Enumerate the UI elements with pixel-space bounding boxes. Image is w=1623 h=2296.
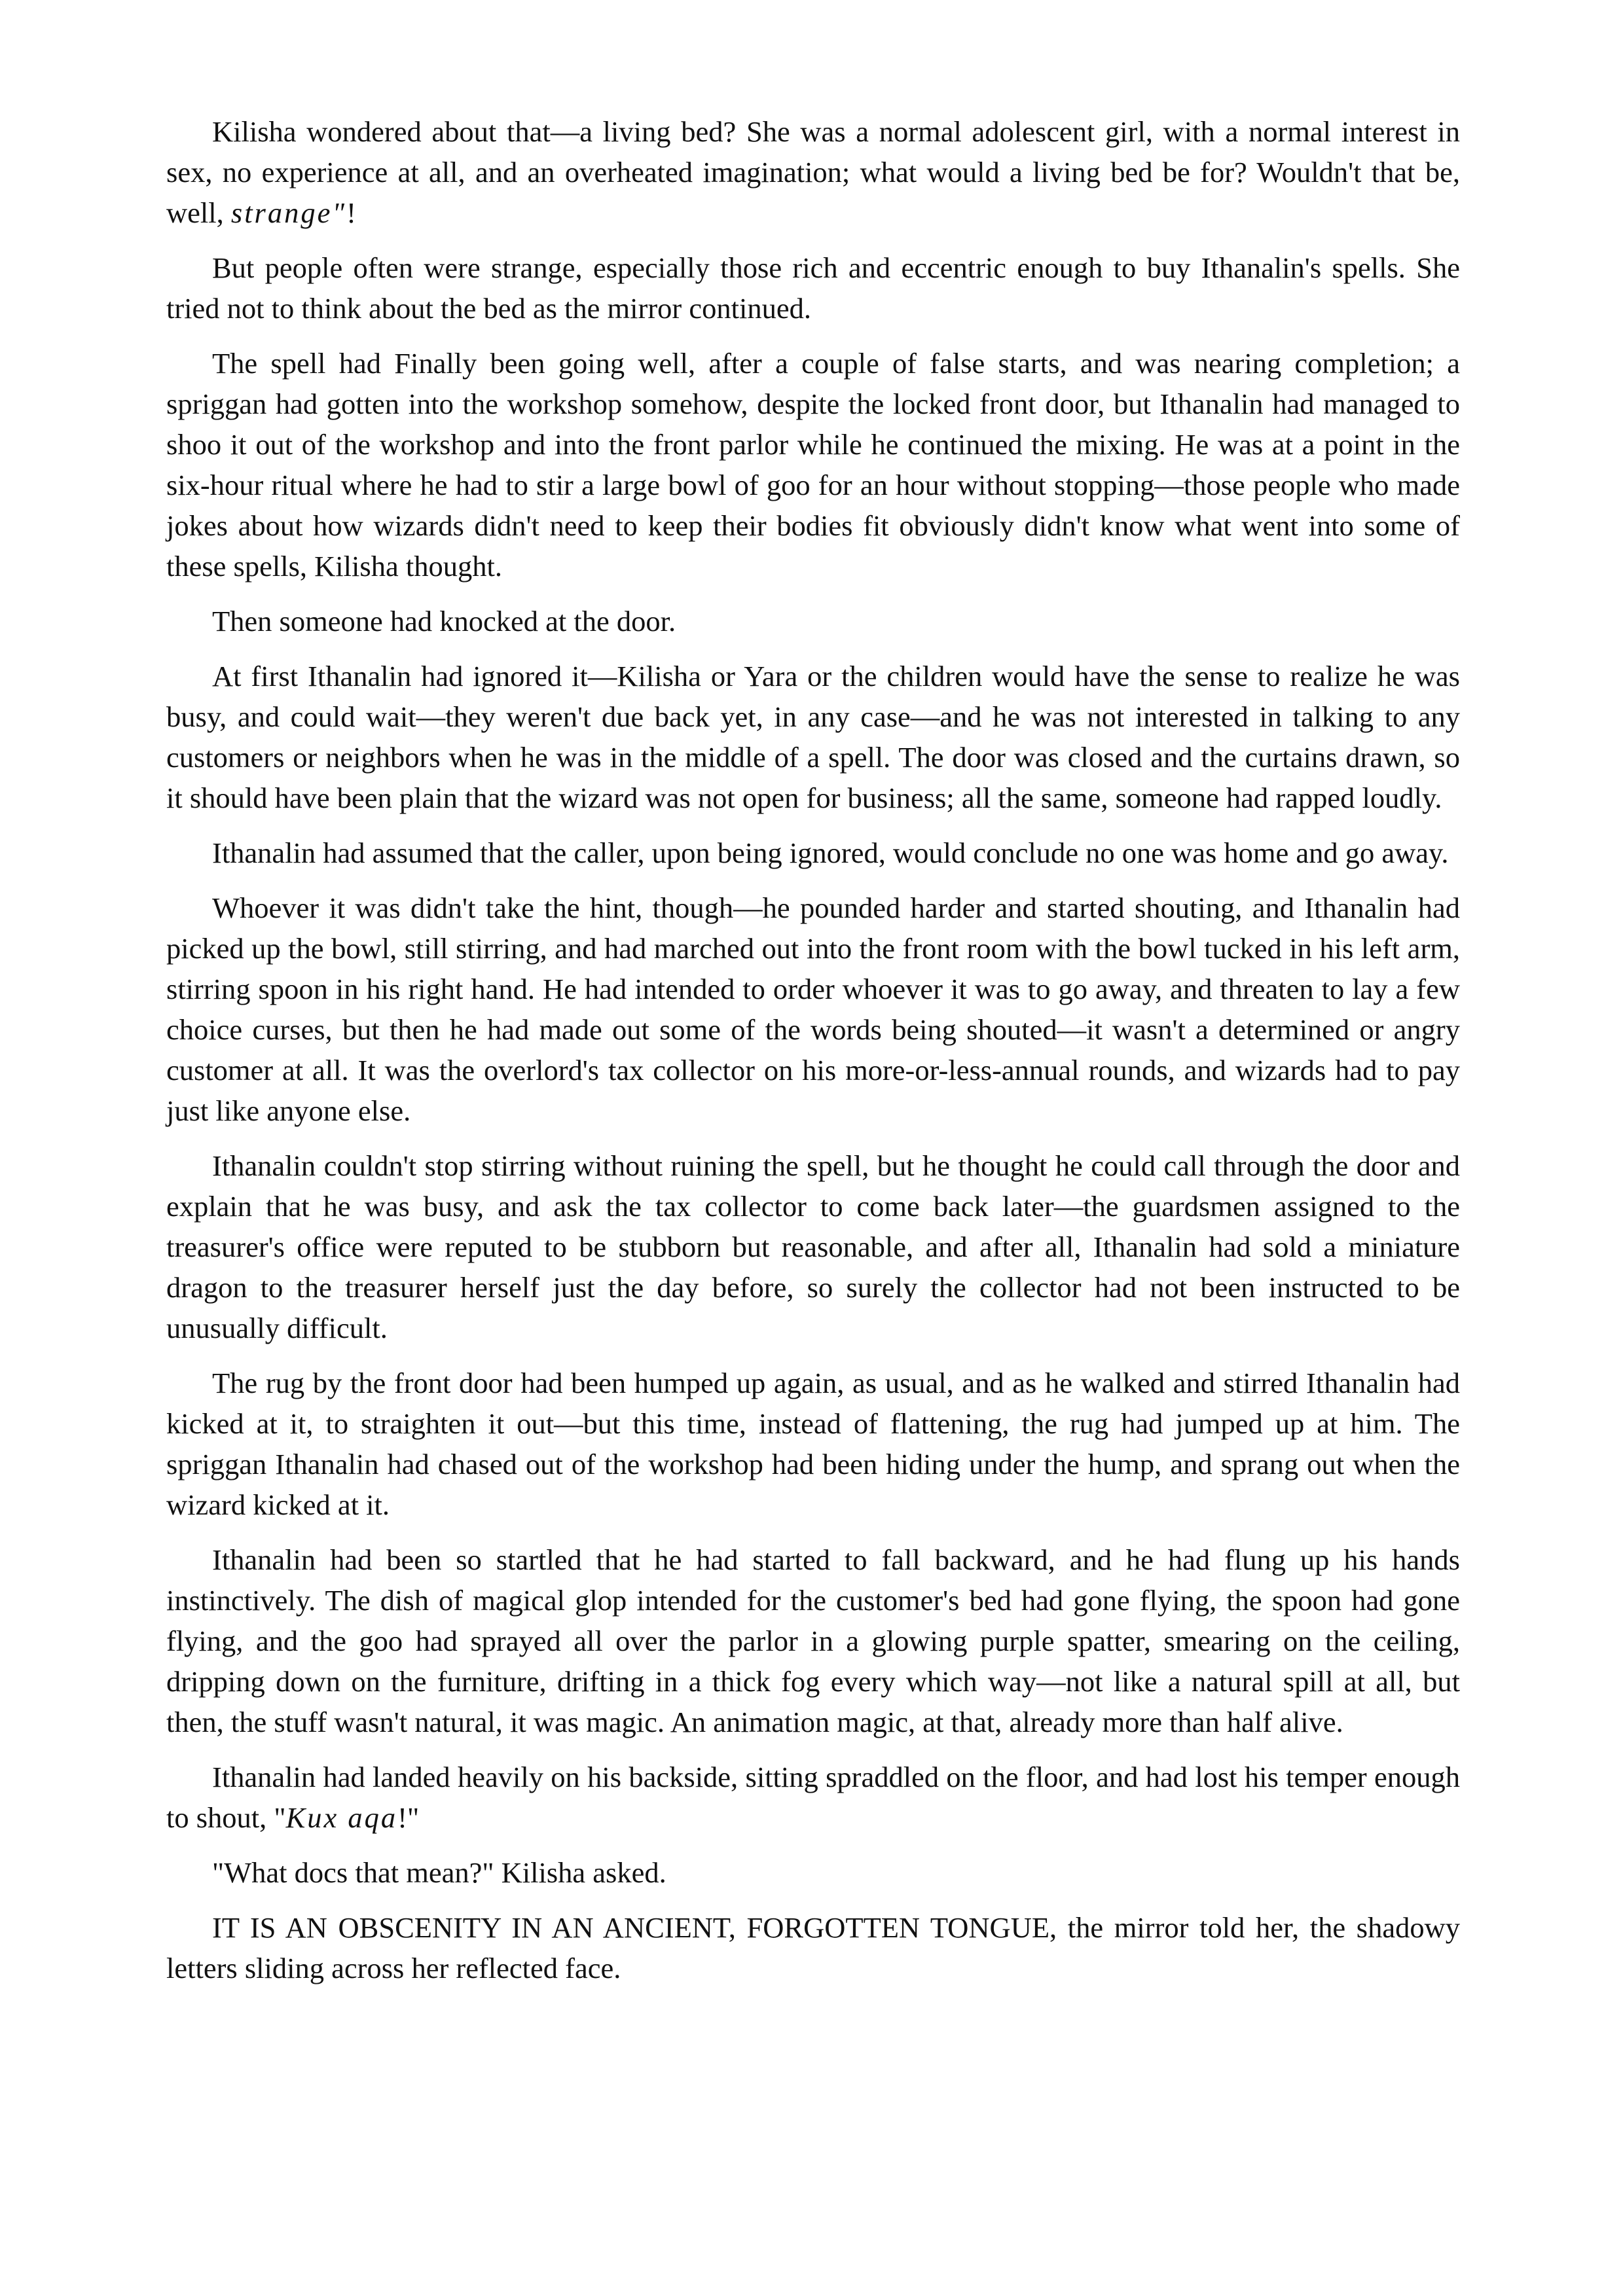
paragraph: The rug by the front door had been humped up again, as usual, and as he walked and stirred Ithanalin had kicked at it, to straighten it out—but this time, instead of flattening, the rug had jumped up at him. The spriggan Ithanalin had chased out of the workshop had been hiding under the hump, and sprang out when the wizard kicked at it. bbox=[166, 1367, 1460, 1521]
paragraph: Ithanalin had been so startled that he had started to fall backward, and he had flung up his hands instinctively. The dish of magical glop intended for the customer's bed had gone flying, the spoon had gone flying, and the goo had sprayed all over the parlor in a glowing purple spatter, smearing on the ceiling, dripping down on the furniture, drifting in a thick fog every which way—not like a natural spill at all, but then, the stuff wasn't natural, it was magic. An animation magic, at that, already more than half alive. bbox=[166, 1543, 1460, 1738]
paragraph: Whoever it was didn't take the hint, though—he pounded harder and started shouting, and Ithanalin had picked up the bowl, still stirring, and had marched out into the front room with the bowl tucked in his left arm, stirring spoon in his right hand. He had intended to order whoever it was to go away, and threaten to lay a few choice curses, but then he had made out some of the words being shouted—it wasn't a determined or angry customer at all. It was the overlord's tax collector on his more-or-less-annual rounds, and wizards had to pay just like anyone else. bbox=[166, 891, 1460, 1127]
paragraph-text: ! bbox=[346, 196, 356, 229]
emphasized-text: strange" bbox=[230, 196, 347, 229]
page-body bbox=[166, 111, 1460, 2003]
emphasized-text: Kux aqa bbox=[285, 1801, 398, 1834]
paragraph bbox=[166, 111, 1460, 233]
paragraph-text: !" bbox=[397, 1801, 420, 1834]
paragraph-text: Kilisha wondered about that—a living bed? She was a normal adolescent girl, with a normal interest in sex, no experience at all, and an overheated imagination; what would a living bed be for? Wouldn't that be, well, bbox=[166, 115, 1460, 229]
paragraph bbox=[166, 1757, 1460, 1838]
paragraph: Ithanalin had assumed that the caller, upon being ignored, would conclude no one was home and go away. bbox=[212, 836, 1449, 869]
paragraph: Ithanalin couldn't stop stirring without ruining the spell, but he thought he could call through the door and explain that he was busy, and ask the tax collector to come back later—the guardsmen assigned to the treasurer's office were reputed to be stubborn but reasonable, and after all, Ithanalin had sold a miniature dragon to the treasurer herself just the day before, so surely the collector had not been instructed to be unusually difficult. bbox=[166, 1149, 1460, 1344]
paragraph: Then someone had knocked at the door. bbox=[212, 605, 676, 637]
paragraph: But people often were strange, especially those rich and eccentric enough to buy Ithanalin's spells. She tried not to think about the bed as the mirror continued. bbox=[166, 251, 1460, 325]
paragraph: "What docs that mean?" Kilisha asked. bbox=[212, 1856, 666, 1889]
paragraph: The spell had Finally been going well, after a couple of false starts, and was nearing completion; a spriggan had gotten into the workshop somehow, despite the locked front door, but Ithanalin had managed to shoo it out of the workshop and into the front parlor while he continued the mixing. He was at a point in the six-hour ritual where he had to stir a large bowl of goo for an hour without stopping—those people who made jokes about how wizards didn't need to keep their bodies fit obviously didn't know what went into some of these spells, Kilisha thought. bbox=[166, 347, 1460, 583]
paragraph-text: Ithanalin had landed heavily on his backside, sitting spraddled on the floor, and had lost his temper enough to shout, " bbox=[166, 1761, 1460, 1834]
paragraph: At first Ithanalin had ignored it—Kilisha or Yara or the children would have the sense to realize he was busy, and could wait—they weren't due back yet, in any case—and he was not interested in talking to any customers or neighbors when he was in the middle of a spell. The door was closed and the curtains drawn, so it should have been plain that the wizard was not open for business; all the same, someone had rapped loudly. bbox=[166, 660, 1460, 814]
paragraph: IT IS AN OBSCENITY IN AN ANCIENT, FORGOTTEN TONGUE, the mirror told her, the shadowy letters sliding across her reflected face. bbox=[166, 1911, 1460, 1984]
